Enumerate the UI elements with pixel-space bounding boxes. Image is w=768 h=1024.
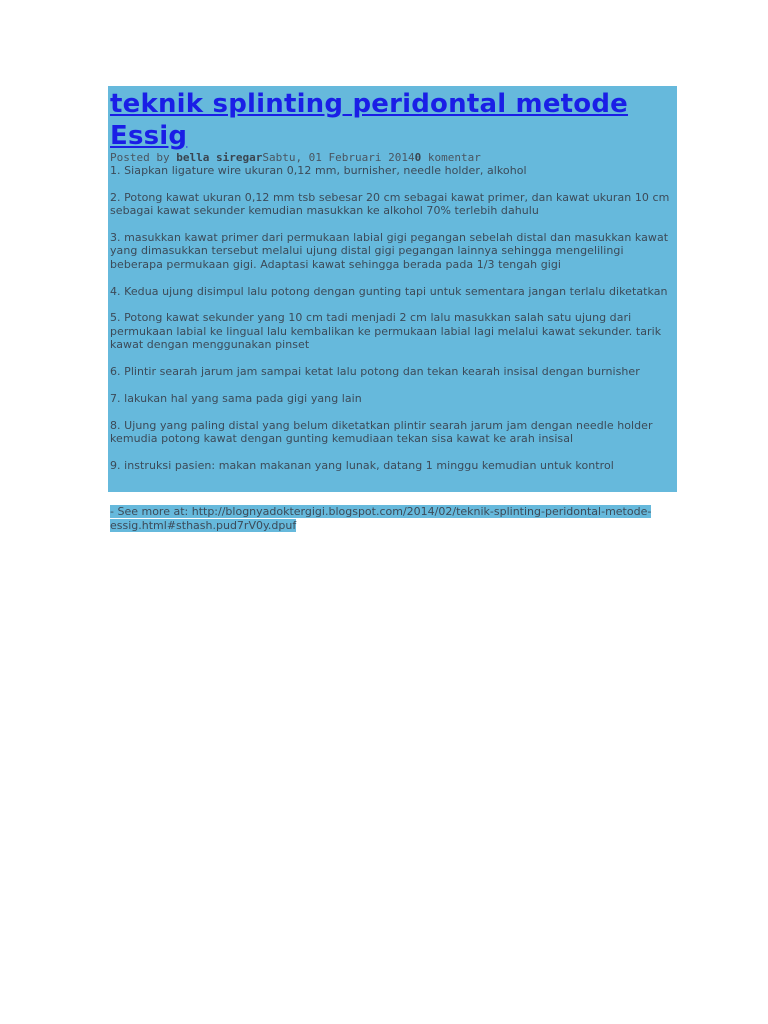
step-6: 6. Plintir searah jarum jam sampai ketat lalu potong dan tekan kearah insisal dengan burnisher <box>110 365 640 379</box>
post-title <box>110 88 675 152</box>
step-5: 5. Potong kawat sekunder yang 10 cm tadi menjadi 2 cm lalu masukkan salah satu ujung dari permukaan labial ke lingual lalu kembalikan ke permukaan labial lagi melalui kawat sekunder. tarik kawat dengan menggunakan pinset <box>110 311 662 352</box>
blog-post <box>108 86 677 492</box>
post-title-link[interactable]: teknik splinting peridontal metode Essig <box>110 89 629 151</box>
step-9: 9. instruksi pasien: makan makanan yang lunak, datang 1 minggu kemudian untuk kontrol <box>110 458 614 472</box>
post-body <box>110 164 675 472</box>
comment-label[interactable]: komentar <box>421 151 481 164</box>
post-meta <box>110 151 675 164</box>
comment-count[interactable]: 0 <box>414 151 422 164</box>
step-3: 3. masukkan kawat primer dari permukaan labial gigi pegangan sebelah distal dan masukkan kawat yang dimasukkan tersebut melalui ujung distal gigi pegangan lainnya sehingga mengelilingi beberapa permukaan gigi. Adaptasi kawat sehingga berada pada 1/3 tengah gigi <box>110 231 669 271</box>
step-4: 4. Kedua ujung disimpul lalu potong dengan gunting tapi untuk sementara jangan terlalu diketatkan <box>110 284 668 298</box>
posted-by-label: Posted by <box>110 151 177 164</box>
post-date: Sabtu, 01 Februari 2014 <box>262 151 415 164</box>
see-more-source <box>110 505 670 533</box>
step-7: 7. lakukan hal yang sama pada gigi yang lain <box>110 391 362 405</box>
step-1: 1. Siapkan ligature wire ukuran 0,12 mm, burnisher, needle holder, alkohol <box>110 164 527 177</box>
step-8: 8. Ujung yang paling distal yang belum diketatkan plintir searah jarum jam dengan needle holder kemudia potong kawat dengan gunting kemudiaan tekan sisa kawat ke arah insisal <box>110 418 653 446</box>
see-more-link[interactable]: - See more at: http://blognyadoktergigi.blogspot.com/2014/02/teknik-splinting-peridontal-metode-essig.html#sthash.pud7rV0y.dpuf <box>110 505 652 532</box>
post-author[interactable]: bella siregar <box>176 151 263 164</box>
step-2: 2. Potong kawat ukuran 0,12 mm tsb sebesar 20 cm sebagai kawat primer, dan kawat ukuran 10 cm sebagai kawat sekunder kemudian masukkan ke alkohol 70% terlebih dahulu <box>110 190 670 218</box>
